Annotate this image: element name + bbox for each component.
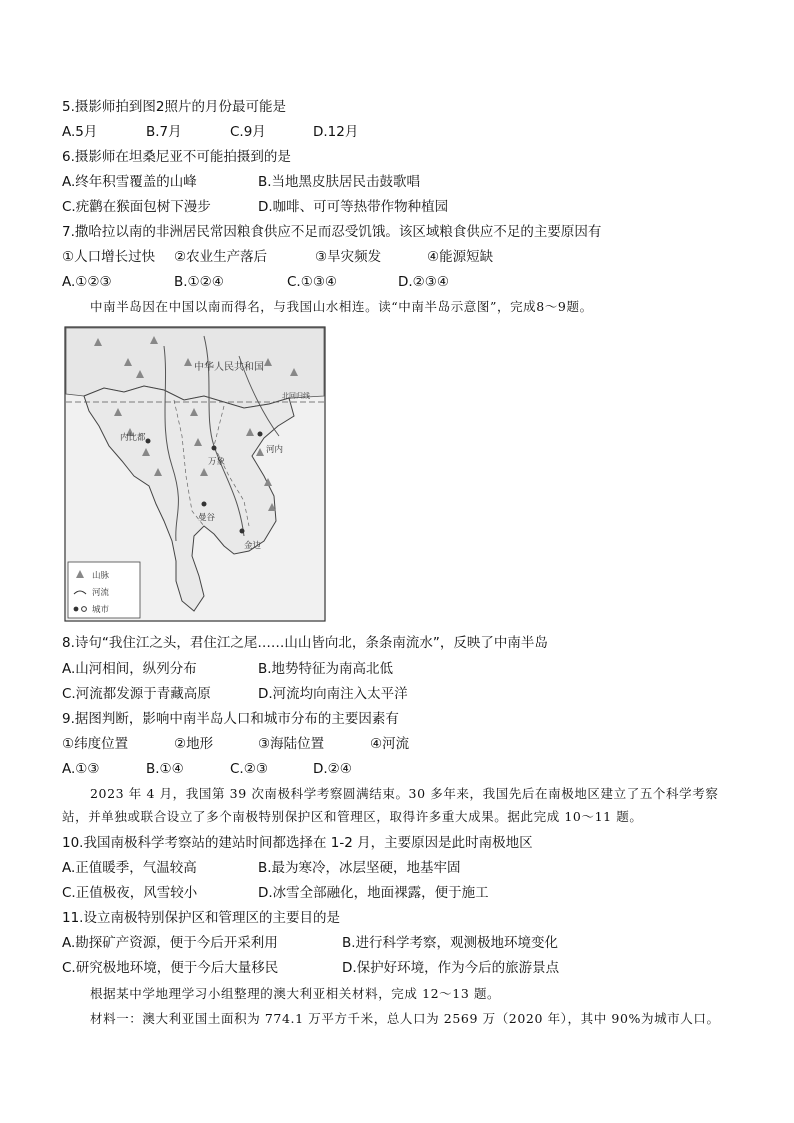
q8-stem: 8.诗句“我住江之头，君住江之尾……山山皆向北，条条南流水”，反映了中南半岛 bbox=[62, 635, 548, 651]
q10-option-a: A.正值暖季，气温较高 bbox=[62, 860, 197, 876]
q6-option-a: A.终年积雪覆盖的山峰 bbox=[62, 174, 197, 190]
indochina-map bbox=[64, 326, 326, 622]
q7-stem: 7.撒哈拉以南的非洲居民常因粮食供应不足而忍受饥饿。该区域粮食供应不足的主要原因有 bbox=[62, 224, 602, 240]
intro-10-11-line1: 2023 年 4 月，我国第 39 次南极科学考察圆满结束。30 多年来，我国先后在南极地区建立了五个科学考察 bbox=[90, 786, 719, 801]
intro-12-13: 根据某中学地理学习小组整理的澳大利亚相关材料，完成 12～13 题。 bbox=[90, 986, 501, 1001]
legend-river: 河流 bbox=[92, 587, 110, 597]
q6-stem: 6.摄影师在坦桑尼亚不可能拍摄到的是 bbox=[62, 149, 291, 165]
q8-option-d: D.河流均向南注入太平洋 bbox=[258, 686, 408, 702]
q9-choice-2: ②地形 bbox=[174, 736, 214, 752]
material-1: 材料一：澳大利亚国土面积为 774.1 万平方千米，总人口为 2569 万（2020 年），其中 90%为城市人口。 bbox=[90, 1011, 720, 1026]
city-phnompenh-dot bbox=[240, 529, 245, 534]
city-label-naypyidaw: 内比都 bbox=[120, 432, 146, 442]
q11-option-d: D.保护好环境，作为今后的旅游景点 bbox=[342, 960, 560, 976]
q5-option-d: D.12月 bbox=[313, 124, 359, 140]
q10-option-d: D.冰雪全部融化，地面裸露，便于施工 bbox=[258, 885, 489, 901]
q7-choice-3: ③旱灾频发 bbox=[315, 249, 382, 265]
q9-choice-1: ①纬度位置 bbox=[62, 736, 129, 752]
legend-mountain: 山脉 bbox=[92, 570, 110, 580]
country-label: 中华人民共和国 bbox=[194, 362, 264, 373]
city-label-hanoi: 河内 bbox=[266, 444, 284, 454]
q9-option-c: C.②③ bbox=[230, 761, 268, 777]
q5-stem: 5.摄影师拍到图2照片的月份最可能是 bbox=[62, 99, 286, 115]
q10-stem: 10.我国南极科学考察站的建站时间都选择在 1-2 月，主要原因是此时南极地区 bbox=[62, 835, 533, 851]
legend-city: 城市 bbox=[92, 604, 110, 614]
q7-choice-1: ①人口增长过快 bbox=[62, 249, 156, 265]
q9-choice-3: ③海陆位置 bbox=[258, 736, 325, 752]
q9-stem: 9.据图判断，影响中南半岛人口和城市分布的主要因素有 bbox=[62, 711, 399, 727]
q11-stem: 11.设立南极特别保护区和管理区的主要目的是 bbox=[62, 910, 340, 926]
q6-option-b: B.当地黑皮肤居民击鼓歌唱 bbox=[258, 174, 421, 190]
city-label-bangkok: 曼谷 bbox=[198, 512, 216, 522]
q7-option-d: D.②③④ bbox=[398, 274, 449, 290]
q5-option-a: A.5月 bbox=[62, 124, 98, 140]
q7-option-b: B.①②④ bbox=[174, 274, 224, 290]
q7-choice-2: ②农业生产落后 bbox=[174, 249, 268, 265]
map-legend bbox=[68, 562, 140, 618]
q5-option-b: B.7月 bbox=[146, 124, 182, 140]
q9-option-b: B.①④ bbox=[146, 761, 184, 777]
q9-option-a: A.①③ bbox=[62, 761, 100, 777]
q8-option-c: C.河流都发源于青藏高原 bbox=[62, 686, 211, 702]
q7-option-c: C.①③④ bbox=[287, 274, 338, 290]
city-label-phnompenh: 金边 bbox=[244, 540, 262, 550]
city-naypyidaw-dot bbox=[146, 439, 151, 444]
q5-option-c: C.9月 bbox=[230, 124, 266, 140]
q9-option-d: D.②④ bbox=[313, 761, 352, 777]
q10-option-c: C.正值极夜，风雪较小 bbox=[62, 885, 198, 901]
intro-8-9: 中南半岛因在中国以南而得名，与我国山水相连。读“中南半岛示意图”，完成8～9题。 bbox=[90, 299, 593, 314]
tropic-label: 北回归线 bbox=[282, 393, 310, 400]
q6-option-c: C.疣鹳在猴面包树下漫步 bbox=[62, 199, 211, 215]
city-vientiane-dot bbox=[212, 446, 217, 451]
q11-option-c: C.研究极地环境，便于今后大量移民 bbox=[62, 960, 279, 976]
city-label-vientiane: 万象 bbox=[208, 456, 226, 466]
intro-10-11-line2: 站，并单独或联合设立了多个南极特别保护区和管理区，取得许多重大成果。据此完成 10～11 题。 bbox=[62, 809, 643, 824]
city-bangkok-dot bbox=[202, 502, 207, 507]
q11-option-a: A.勘探矿产资源，便于今后开采利用 bbox=[62, 935, 278, 951]
q10-option-b: B.最为寒冷，冰层坚硬，地基牢固 bbox=[258, 860, 461, 876]
city-hanoi-dot bbox=[258, 432, 263, 437]
q7-choice-4: ④能源短缺 bbox=[427, 249, 494, 265]
q11-option-b: B.进行科学考察，观测极地环境变化 bbox=[342, 935, 559, 951]
q6-option-d: D.咖啡、可可等热带作物种植园 bbox=[258, 199, 449, 215]
q7-option-a: A.①②③ bbox=[62, 274, 112, 290]
q8-option-b: B.地势特征为南高北低 bbox=[258, 661, 394, 677]
q9-choice-4: ④河流 bbox=[370, 736, 410, 752]
q8-option-a: A.山河相间，纵列分布 bbox=[62, 661, 197, 677]
